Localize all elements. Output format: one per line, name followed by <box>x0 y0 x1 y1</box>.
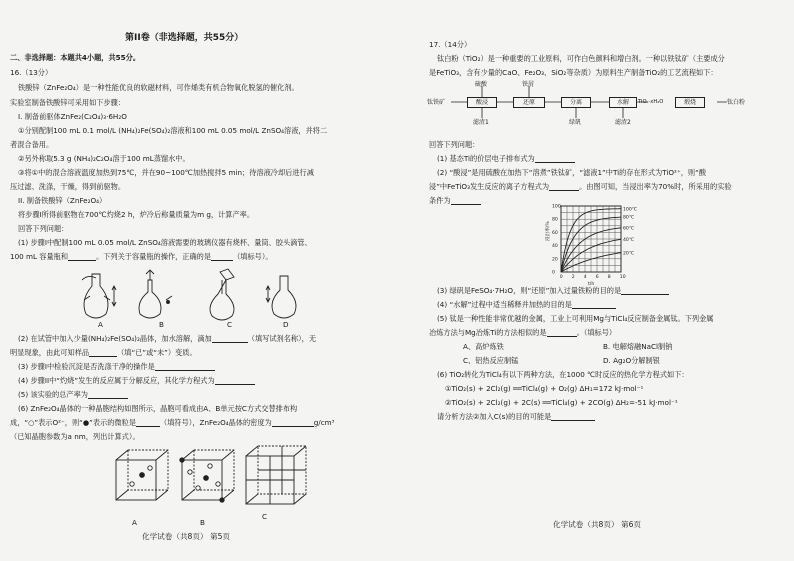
chart-y-tick: 0 <box>552 270 555 276</box>
fig-label-b: B <box>159 320 164 329</box>
step1-1a: ①分别配制100 mL 0.1 mol/L (NH₄)₂Fe(SO₄)₂溶液和100 mL 0.05 mol/L ZnSO₄溶液，并将二 <box>18 126 328 135</box>
answer-blank[interactable] <box>136 419 160 427</box>
q17-5b: 冶炼方法与Mg冶炼Ti的方法相似的是 。（填标号） <box>429 328 617 337</box>
q16-4: (4) 步骤II中“灼烧”发生的反应属于分解反应，其化学方程式为 <box>18 376 255 385</box>
q17-3: (3) 绿矾是FeSO₄·7H₂O，则“还原”加入过量铁粉的目的是 <box>437 286 669 295</box>
q16-intro: 铁酸锌（ZnFe₂O₄）是一种性能优良的软磁材料，可作烯类有机合物氧化脱氢的催化剂。 <box>18 83 299 92</box>
q17-number: 17.（14分） <box>429 40 472 49</box>
q16-2b: 明显现象，由此可知样品 （填“已”或“未”）变质。 <box>10 348 197 357</box>
q17-1: (1) 基态Ti的价层电子排布式为 <box>437 154 575 163</box>
flow-green-vitriol: 绿矾 <box>569 119 582 126</box>
flow-intermediate: TiO₂·xH₂O <box>638 99 664 105</box>
chart-series-label: 20℃ <box>623 251 635 257</box>
answer-blank[interactable] <box>621 287 669 295</box>
answer-blank[interactable] <box>272 419 314 427</box>
q16-1a: (1) 步骤I中配制100 mL 0.05 mol/L ZnSO₄溶液需要的玻璃仪器有烧杯、量筒、胶头滴管、 <box>18 238 312 247</box>
option-b: B. 电解熔融NaCl制钠 <box>603 342 673 351</box>
ask-left: 回答下列问题： <box>18 224 69 233</box>
flow-input-acid: 硫酸 <box>475 81 488 88</box>
answer-blank[interactable] <box>215 377 255 385</box>
step1-title: I. 制备前驱体ZnFe₂(C₂O₄)₃·6H₂O <box>18 112 127 121</box>
chart-x-tick: 10 <box>619 275 626 280</box>
chart-series-label: 60℃ <box>623 226 635 232</box>
flow-start: 钛铁矿 <box>427 99 446 106</box>
flow-residue-2: 滤渣2 <box>615 119 631 126</box>
answer-blank[interactable] <box>155 363 215 371</box>
q17-2c: 条件为 <box>429 196 481 205</box>
cube-label-c: C <box>262 512 268 521</box>
step1-3a: ③将①中的混合溶液温度加热到75℃，并在90~100℃加热搅拌5 min；待溶液冷却后进行减 <box>18 168 314 177</box>
chart-y-tick: 60 <box>552 230 558 236</box>
flow-product: 钛白粉 <box>727 99 746 106</box>
q17-6-end: 请分析方法②加入C(s)的目的可能是 <box>437 412 595 421</box>
flow-step-reduce: 还原 <box>513 97 545 108</box>
answer-blank[interactable] <box>551 413 595 421</box>
chart-series-label: 80℃ <box>623 215 635 221</box>
step2-1: 将步骤I所得前驱物在700℃灼烧2 h，炉冷后称量质量为m g，计算产率。 <box>18 210 255 219</box>
q17-4: (4) “水解”过程中适当稀释并加热的目的是 <box>437 300 616 309</box>
cube-label-b: B <box>200 518 205 527</box>
step1-3b: 压过滤、洗涤，干燥，得到前驱物。 <box>10 182 126 191</box>
answer-blank[interactable] <box>212 335 248 343</box>
option-a: A、高炉炼铁 <box>463 342 504 351</box>
answer-blank[interactable] <box>89 349 117 357</box>
flow-step-separate: 分离 <box>561 97 591 108</box>
page-6 <box>405 0 794 561</box>
q16-lab: 实验室制备铁酸锌可采用如下步骤： <box>10 98 126 107</box>
chart-y-tick: 80 <box>552 217 558 223</box>
equation-1: ①TiO₂(s) + 2Cl₂(g) ══TiCl₄(g) + O₂(g) ΔH₁=172 kJ·mol⁻¹ <box>445 384 644 393</box>
q17-p1: 钛白粉（TiO₂）是一种重要的工业原料，可作白色颜料和增白剂。一种以铁钛矿（主要成分 <box>437 54 725 63</box>
flow-residue-1: 滤渣1 <box>473 119 489 126</box>
section-title: 第II卷（非选择题，共55分） <box>125 33 244 43</box>
chart-series-label: 100℃ <box>623 207 637 213</box>
q16-6b: 成，“○”表示O²⁻，则“●”表示的微粒是 （填符号），ZnFe₂O₄晶体的密度为 g/cm³ <box>10 418 335 427</box>
leaching-rate-chart <box>535 196 655 288</box>
ask-right: 回答下列问题： <box>429 140 480 149</box>
chart-series-label: 40℃ <box>623 237 635 243</box>
cube-label-a: A <box>132 518 137 527</box>
chart-y-tick: 20 <box>552 257 558 263</box>
flow-step-leach: 酸浸 <box>467 97 497 108</box>
option-c: C、铝热反应制锰 <box>463 356 519 365</box>
flask-operations-figure <box>70 266 310 330</box>
equation-2: ②TiO₂(s) + 2Cl₂(g) + 2C(s) ══TiCl₄(g) + 2CO(g) ΔH₂=-51 kJ·mol⁻¹ <box>445 398 678 407</box>
q16-3: (3) 步骤I中检验沉淀是否洗涤干净的操作是 <box>18 362 215 371</box>
flow-step-calcine: 煅烧 <box>675 97 705 108</box>
q17-2b: 浸”中FeTiO₃发生反应的离子方程式为 。由图可知，当浸出率为70%时，所采用的实验 <box>429 182 732 191</box>
chart-x-tick: 4 <box>583 275 587 280</box>
q17-6: (6) TiO₂转化为TiCl₄有以下两种方法，在1000 ℃时反应的热化学方程式如下： <box>437 370 689 379</box>
chart-y-label: 浸出率/% <box>546 221 551 241</box>
answer-blank[interactable] <box>547 329 577 337</box>
answer-blank[interactable] <box>535 155 575 163</box>
chart-x-tick: 2 <box>571 275 575 280</box>
flow-step-hydrolyze: 水解 <box>609 97 637 108</box>
step2-title: II. 制备铁酸锌（ZnFe₂O₄） <box>18 196 107 205</box>
fig-label-a: A <box>98 320 103 329</box>
step1-2: ②另外称取5.3 g (NH₄)₂C₂O₄溶于100 mL蒸馏水中。 <box>18 154 190 163</box>
q16-6c: （已知晶胞参数为a nm，列出计算式）。 <box>10 432 140 441</box>
step1-1b: 者混合备用。 <box>10 140 54 149</box>
unit-cell-figure <box>110 442 310 514</box>
q16-5: (5) 该实验的总产率为 <box>18 390 128 399</box>
chart-y-tick: 40 <box>552 244 558 250</box>
answer-blank[interactable] <box>549 183 579 191</box>
chart-y-tick: 100 <box>552 204 561 210</box>
page-footer-left: 化学试卷（共8页） 第5页 <box>142 532 231 541</box>
section-intro: 二、非选择题：本题共4小题，共55分。 <box>10 53 141 62</box>
chart-x-label: t/h <box>588 282 595 287</box>
answer-blank[interactable] <box>451 197 481 205</box>
answer-blank[interactable] <box>211 253 233 261</box>
chart-x-tick: 6 <box>595 275 599 280</box>
fig-label-d: D <box>283 320 289 329</box>
q16-1b: 100 mL 容量瓶和 。下列关于容量瓶的操作，正确的是 （填标号）。 <box>10 252 273 261</box>
q16-number: 16.（13分） <box>10 68 53 77</box>
q17-p2: 是FeTiO₃，含有少量的CaO、Fe₂O₃、SiO₂等杂质）为原料生产制备TiO₂的工艺流程如下： <box>429 68 718 77</box>
fig-label-c: C <box>227 320 233 329</box>
option-d: D. Ag₂O分解制银 <box>603 356 660 365</box>
q17-5a: (5) 钛是一种性能非常优越的金属，工业上可利用Mg与TiCl₄反应制备金属钛。下列金属 <box>437 314 714 323</box>
answer-blank[interactable] <box>68 253 96 261</box>
flow-input-iron: 铁屑 <box>522 81 535 88</box>
chart-x-tick: 8 <box>607 275 611 280</box>
page-footer-right: 化学试卷（共8页） 第6页 <box>553 520 642 529</box>
q16-2a: (2) 在试管中加入少量(NH₄)₂Fe(SO₄)₂晶体，加水溶解，滴加 （填写试剂名称），无 <box>18 334 317 343</box>
q16-6a: (6) ZnFe₂O₄晶体的一种晶胞结构如图所示，晶胞可看成由A、B单元按C方式交替排布构 <box>18 404 298 413</box>
q17-2a: (2) “酸浸”是用硫酸在加热下“溶煮”铁钛矿，“滤液1”中Ti的存在形式为TiO²⁺，则“酸 <box>437 168 707 177</box>
answer-blank[interactable] <box>572 301 616 309</box>
chart-x-tick: 0 <box>559 275 563 280</box>
answer-blank[interactable] <box>88 391 128 399</box>
